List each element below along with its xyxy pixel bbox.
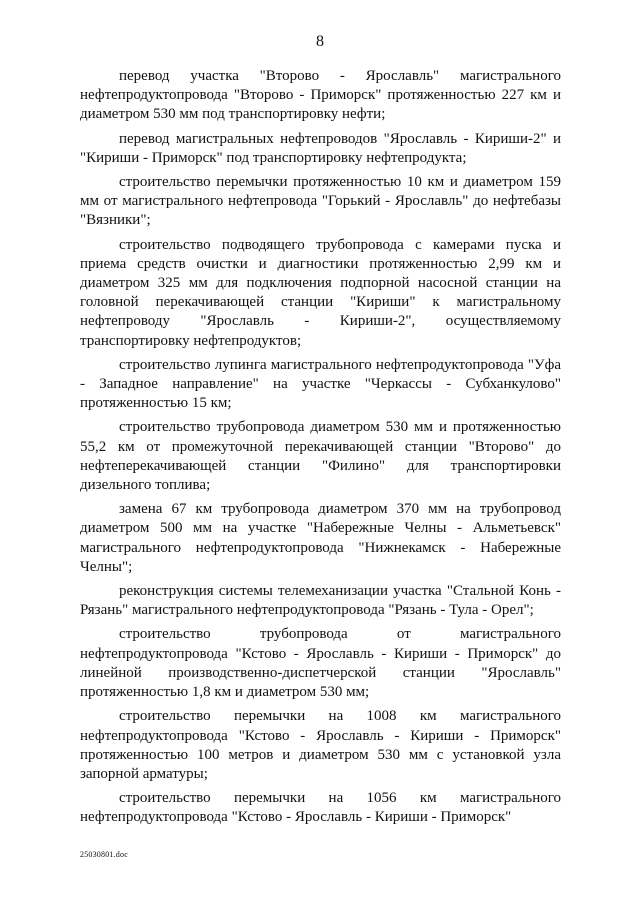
paragraph-9: строительство трубопровода от магистрального нефтепродуктопровода "Кстово - Ярославль - Кириши - Приморск" до линейной производственно-диспетчерской станции "Ярославль" протяженностью 1,8 км и диаметром 530 мм;	[80, 626, 561, 701]
footer-file-code: 25030801.doc	[80, 850, 128, 859]
paragraph-4: строительство подводящего трубопровода с камерами пуска и приема средств очистки и диагностики протяженностью 2,99 км и диаметром 325 мм для подключения подпорной насосной станции на головной перекачивающей станции "Кириши" к магистральному нефтепроводу "Ярославль - Кириши-2", осуществляемому транспортировку нефтепродуктов;	[80, 236, 561, 349]
paragraph-6: строительство трубопровода диаметром 530 мм и протяженностью 55,2 км от промежуточной перекачивающей станции "Второво" до нефтеперекачивающей станции "Филино" для транспортировки дизельного топлива;	[80, 419, 561, 494]
paragraph-1: перевод участка "Второво - Ярославль" магистрального нефтепродуктопровода "Второво - Приморск" протяженностью 227 км и диаметром 530 мм под транспортировку нефти;	[80, 68, 561, 123]
paragraph-2: перевод магистральных нефтепроводов "Ярославль - Кириши-2" и "Кириши - Приморск" под транспортировку нефтепродукта;	[80, 130, 561, 166]
paragraph-8: реконструкция системы телемеханизации участка "Стальной Конь - Рязань" магистрального нефтепродуктопровода "Рязань - Тула - Орел";	[80, 583, 561, 619]
paragraph-3: строительство перемычки протяженностью 10 км и диаметром 159 мм от магистрального нефтепровода "Горький - Ярославль" до нефтебазы "Вязники";	[80, 174, 561, 229]
page-number: 8	[316, 33, 324, 50]
document-body	[80, 67, 561, 833]
paragraph-10: строительство перемычки на 1008 км магистрального нефтепродуктопровода "Кстово - Ярославль - Кириши - Приморск" протяженностью 100 метров и диаметром 530 мм с установкой узла запорной арматуры;	[80, 708, 561, 782]
paragraph-11: строительство перемычки на 1056 км магистрального нефтепродуктопровода "Кстово - Ярославль - Кириши - Приморск"	[80, 790, 561, 826]
paragraph-5: строительство лупинга магистрального нефтепродуктопровода "Уфа - Западное направление" на участке "Черкассы - Субханкулово" протяженностью 15 км;	[80, 356, 561, 412]
paragraph-7: замена 67 км трубопровода диаметром 370 мм на трубопровод диаметром 500 мм на участке "Набережные Челны - Альметьевск" магистрального нефтепродуктопровода "Нижнекамск - Набережные Челны";	[80, 501, 561, 575]
